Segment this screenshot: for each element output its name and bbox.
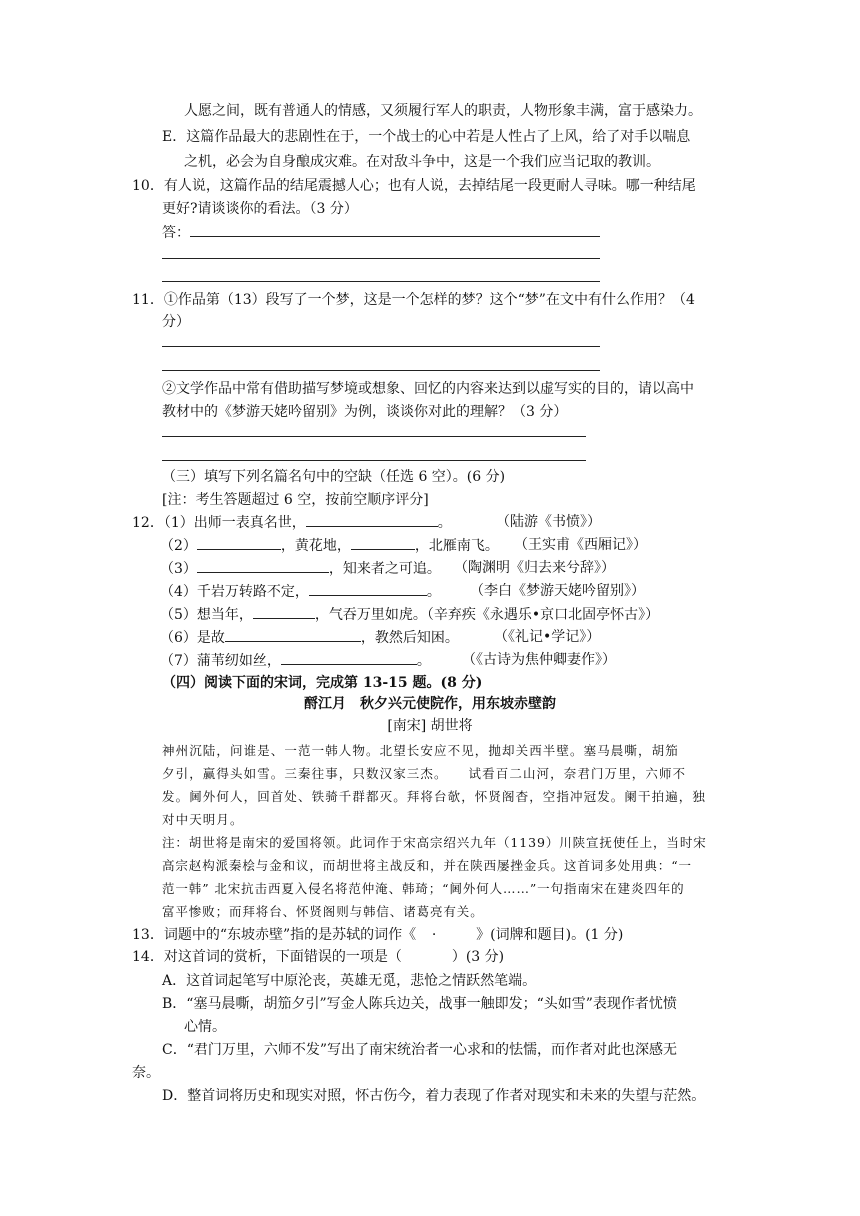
q12-item-2: （2） ，黄花地， ，北雁南飞。: [160, 534, 499, 557]
q9-option-d-continuation: 人愿之间，既有普通人的情感，又须履行军人的职责，人物形象丰满，富于感染力。: [184, 103, 702, 119]
q12-item-6-source: （《礼记•学记》）: [494, 629, 601, 645]
q12-item-3: （3） ，知来者之可追。: [160, 557, 441, 580]
q11-part2-line2: 教材中的《梦游天姥吟留别》为例，谈谈你对此的理解？（3 分）: [162, 404, 568, 420]
q11-part1-answer-line-2[interactable]: [162, 370, 600, 371]
q14-option-b-line1: B．“塞马晨嘶，胡笳夕引”写金人陈兵边关，战事一触即发；“头如雪”表现作者忧愤: [162, 996, 677, 1012]
poem-line-4: 对中天明月。: [162, 812, 244, 827]
q12-blank-6[interactable]: [225, 626, 361, 642]
q12-number: 12．: [132, 515, 164, 531]
q9-option-e-line1: E．这篇作品最大的悲剧性在于，一个战士的心中若是人性占了上风，给了对手以喘息: [162, 129, 691, 145]
q11-part1-answer-line-1[interactable]: [162, 346, 600, 347]
q12-item-1: [132, 511, 452, 534]
poem-line-2: 夕引，赢得头如雪。三秦往事，只数汉家三杰。 试看百二山河，奈君门万里，六师不: [162, 766, 687, 781]
q12-item-5-source: （辛弃疾《永遇乐•京口北固亭怀古》）: [426, 607, 660, 623]
q14-option-c-line1: C．“君门万里，六师不发”写出了南宋统治者一心求和的怯懦，而作者对此也深感无: [162, 1042, 678, 1058]
poem-line-1: 神州沉陆，问谁是、一范一韩人物。北望长安应不见，抛却关西半壁。塞马晨嘶，胡笳: [162, 743, 679, 758]
q12-blank-4[interactable]: [309, 580, 427, 596]
q12-item-2-source: （王实甫《西厢记》）: [514, 537, 647, 553]
q12-item-4: （4）千岩万转路不定， 。: [160, 580, 441, 603]
q12-item-7: （7）蒲苇纫如丝， 。: [160, 649, 431, 672]
poem-line-3: 发。阃外何人，回首处、铁骑千群都灭。拜将台欹，怀贤阁杳，空指冲冠发。阑干拍遍，独: [162, 789, 707, 804]
q11-part2-answer-line-2[interactable]: [162, 460, 586, 461]
q11-part2-answer-line-1[interactable]: [162, 436, 586, 437]
q11-part1-line2: 分）: [162, 314, 190, 330]
q12-blank-1[interactable]: [306, 511, 438, 527]
poem-note-line-2: 高宗赵构派秦桧与金和议，而胡世将主战反和，并在陕西屡挫金兵。这首词多处用典：“一: [162, 858, 692, 873]
section4-heading: （四）阅读下面的宋词，完成第 13-15 题。(8 分): [162, 675, 483, 691]
q10-stem-line2: 更好?请谈谈你的看法。（3 分）: [162, 201, 358, 217]
q13-answer-slot[interactable]: ·: [431, 927, 437, 943]
q14-option-d: D．整首词将历史和现实对照，怀古伤今，着力表现了作者对现实和未来的失望与茫然。: [162, 1088, 706, 1104]
q12-item-1-source: （陆游《书愤》）: [496, 514, 601, 530]
q12-blank-2b[interactable]: [351, 534, 415, 550]
q10-answer-line-1[interactable]: [190, 236, 600, 237]
q12-item-1-text: （1）出师一表真名世，: [163, 515, 306, 531]
q12-item-5: （5）想当年， ，气吞万里如虎。（辛弃疾《永遇乐•京口北固亭怀古》）: [160, 603, 659, 626]
poem-author: [南宋] 胡世将: [387, 718, 473, 734]
q10-stem-line1: 10．有人说，这篇作品的结尾震撼人心；也有人说，去掉结尾一段更耐人寻味。哪一种结尾: [132, 178, 696, 194]
q12-blank-3[interactable]: [197, 557, 329, 573]
q12-blank-7[interactable]: [281, 649, 417, 665]
q11-part1-line1: 11．①作品第（13）段写了一个梦，这是一个怎样的梦？这个“梦”在文中有什么作用？（4: [132, 292, 695, 308]
poem-title: 酹江月 秋夕兴元使院作，用东坡赤壁韵: [304, 696, 556, 712]
q14-option-c-line2: 奈。: [132, 1065, 160, 1081]
q10-answer-line-2[interactable]: [162, 258, 600, 259]
q12-item-3-source: （陶渊明《归去来兮辞》）: [454, 560, 615, 576]
q13-stem: 13．词题中的“东坡赤壁”指的是苏轼的词作《 · 》(词牌和题目)。(1 分): [132, 924, 623, 946]
poem-note-line-4: 富平惨败；而拜将台、怀贤阁则与韩信、诸葛亮有关。: [162, 904, 484, 919]
poem-note-line-3: 范一韩” 北宋抗击西夏入侵名将范仲淹、韩琦；“阃外何人……”一句指南宋在建炎四年的: [162, 881, 685, 896]
q12-item-6: （6）是故 ，教然后知困。: [160, 626, 459, 649]
q10-answer-label: 答：: [162, 225, 190, 241]
q9-option-e-line2: 之机，必会为自身酿成灾难。在对敌斗争中，这是一个我们应当记取的教训。: [184, 154, 660, 170]
q14-stem: 14．对这首词的赏析，下面错误的一项是（ ）(3 分): [132, 949, 505, 965]
section3-note: [注：考生答题超过 6 空，按前空顺序评分]: [162, 492, 429, 508]
q12-blank-5[interactable]: [253, 603, 315, 619]
q12-item-7-source: （《古诗为焦仲卿妻作》）: [462, 652, 616, 668]
poem-note-line-1: 注：胡世将是南宋的爱国将领。此词作于宋高宗绍兴九年（1139）川陕宣抚使任上，当时宋: [162, 835, 707, 850]
q10-answer-line-3[interactable]: [162, 281, 600, 282]
q12-blank-2a[interactable]: [197, 534, 281, 550]
section3-heading: （三）填写下列名篇名句中的空缺（任选 6 空）。(6 分): [162, 469, 506, 485]
q14-option-b-line2: 心情。: [184, 1019, 226, 1035]
q12-item-4-source: （李白《梦游天姥吟留别》）: [470, 583, 645, 599]
q12-item-1-end: 。: [437, 515, 452, 531]
q14-option-a: A．这首词起笔写中原沦丧，英雄无觅，悲怆之情跃然笔端。: [162, 973, 537, 989]
q11-part2-line1: ②文学作品中常有借助描写梦境或想象、回忆的内容来达到以虚写实的目的，请以高中: [162, 381, 694, 397]
